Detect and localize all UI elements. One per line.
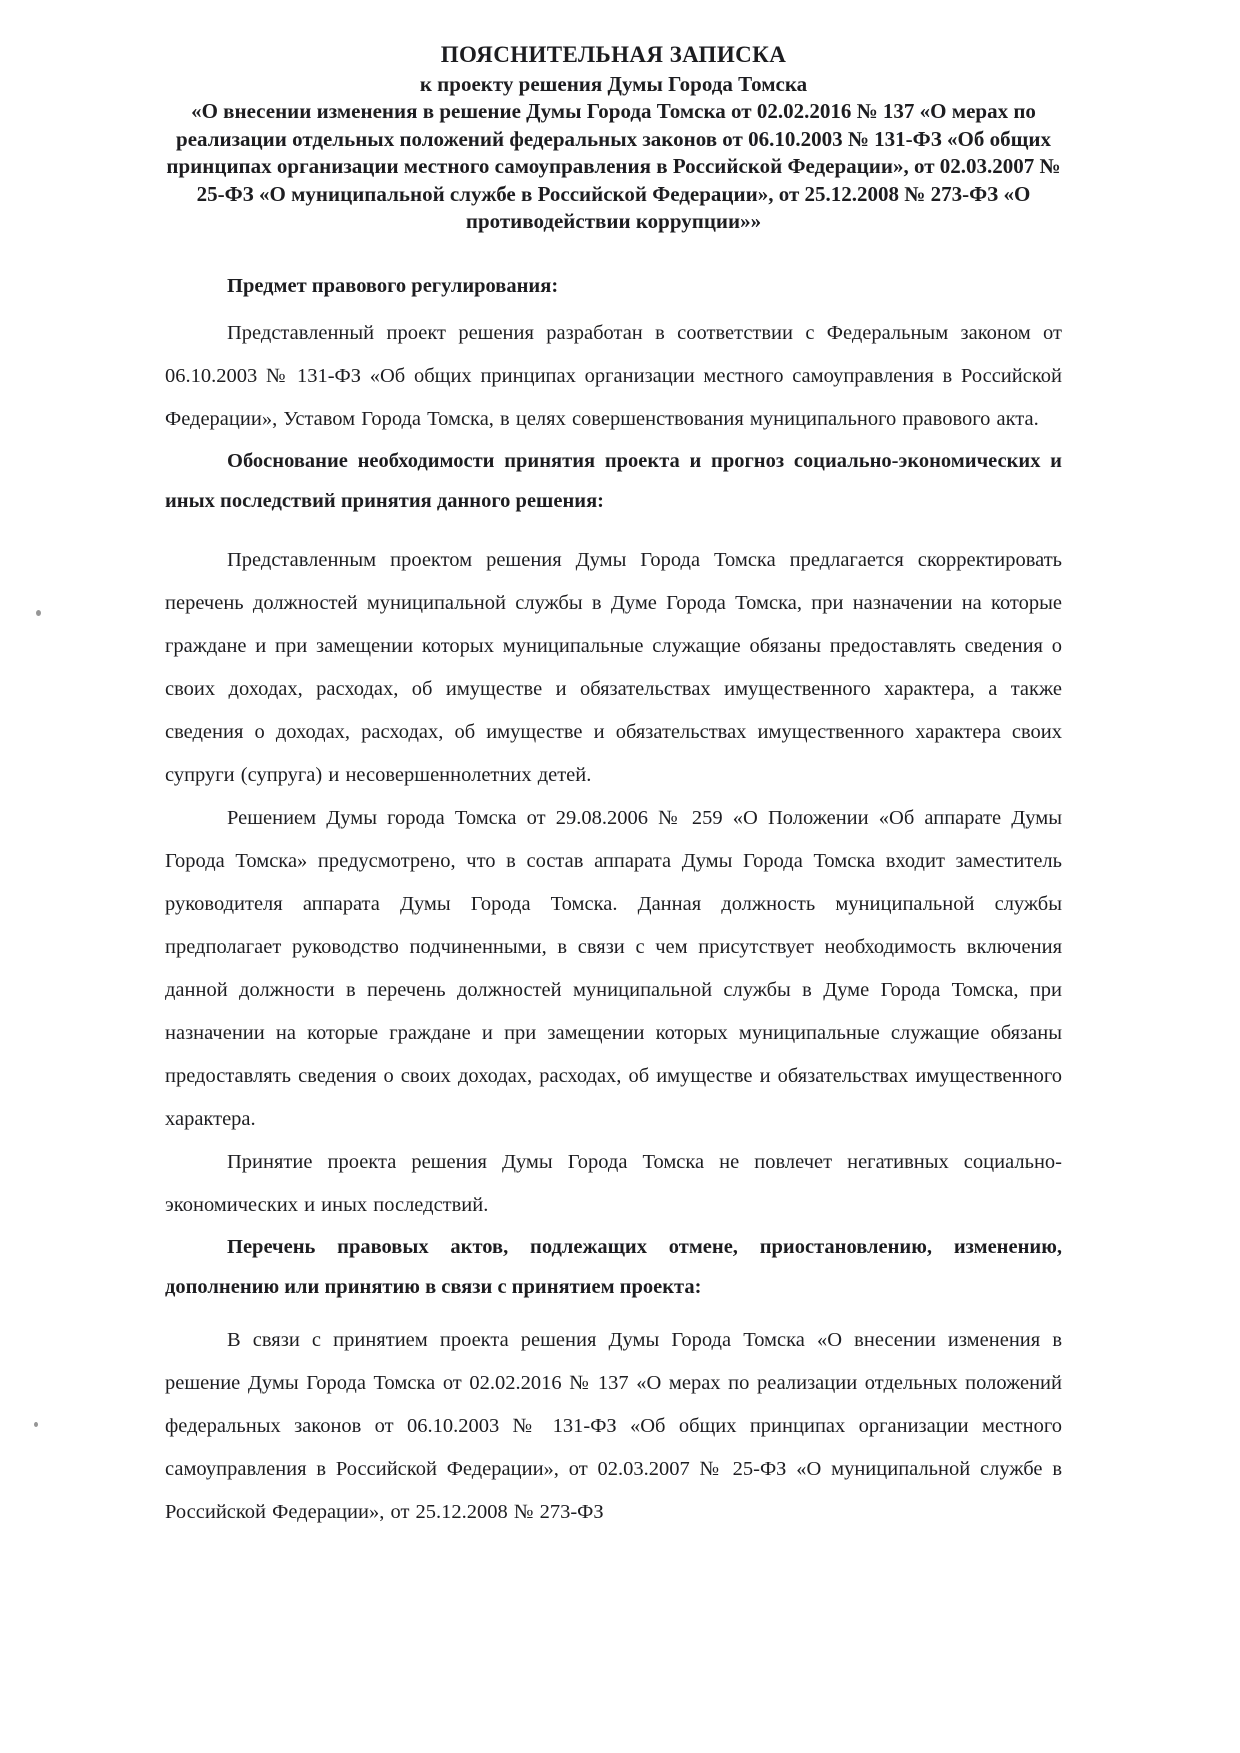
section-subject-of-regulation (165, 266, 1062, 441)
section-heading-list-of-acts: Перечень правовых актов, подлежащих отмене, приостановлению, изменению, дополнению или принятию в связи с принятием проекта: (165, 1235, 1062, 1298)
scan-speck (34, 1422, 38, 1427)
document-subtitle: к проекту решения Думы Города Томска (419, 72, 808, 96)
paragraph-subject-1: Представленный проект решения разработан в соответствии с Федеральным законом от 06.10.2003 № 131-ФЗ «Об общих принципах организации местного самоуправления в Российской Федерации», Уставом Города Томска, в целях совершенствования муниципального правового акта. (165, 321, 1062, 430)
section-justification (165, 441, 1062, 1227)
document-header (165, 40, 1062, 236)
document-title: ПОЯСНИТЕЛЬНАЯ ЗАПИСКА (440, 42, 787, 67)
paragraph-justification-3: Принятие проекта решения Думы Города Томска не повлечет негативных социально-экономических и иных последствий. (165, 1150, 1062, 1216)
paragraph-list-of-acts-1: В связи с принятием проекта решения Думы Города Томска «О внесении изменения в решение Думы Города Томска от 02.02.2016 № 137 «О мерах по реализации отдельных положений федеральных законов от 06.10.2003 № 131-ФЗ «Об общих принципах организации местного самоуправления в Российской Федерации», от 02.03.2007 № 25-ФЗ «О муниципальной службе в Российской Федерации», от 25.12.2008 № 273-ФЗ (165, 1328, 1062, 1523)
section-list-of-acts (165, 1227, 1062, 1534)
document-title-details: «О внесении изменения в решение Думы Города Томска от 02.02.2016 № 137 «О мерах по реализации отдельных положений федеральных законов от 06.10.2003 № 131-ФЗ «Об общих принципах организации местного самоуправления в Российской Федерации», от 02.03.2007 № 25-ФЗ «О муниципальной службе в Российской Федерации», от 25.12.2008 № 273-ФЗ «О противодействии коррупции»» (166, 99, 1061, 233)
paragraph-justification-2: Решением Думы города Томска от 29.08.2006 № 259 «О Положении «Об аппарате Думы Города Томска» предусмотрено, что в состав аппарата Думы Города Томска входит заместитель руководителя аппарата Думы Города Томска. Данная должность муниципальной службы предполагает руководство подчиненными, в связи с чем присутствует необходимость включения данной должности в перечень должностей муниципальной службы в Думе Города Томска, при назначении на которые граждане и при замещении которых муниципальные служащие обязаны предоставлять сведения о своих доходах, расходах, об имуществе и обязательствах имущественного характера. (165, 806, 1062, 1130)
paragraph-justification-1: Представленным проектом решения Думы Города Томска предлагается скорректировать перечень должностей муниципальной службы в Думе Города Томска, при назначении на которые граждане и при замещении которых муниципальные служащие обязаны предоставлять сведения о своих доходах, расходах, об имуществе и обязательствах имущественного характера, а также сведения о доходах, расходах, об имуществе и обязательствах имущественного характера своих супруги (супруга) и несовершеннолетних детей. (165, 548, 1062, 786)
section-heading-subject: Предмет правового регулирования: (227, 274, 559, 297)
section-heading-justification: Обоснование необходимости принятия проекта и прогноз социально-экономических и иных последствий принятия данного решения: (165, 449, 1062, 512)
scan-speck (36, 610, 41, 616)
